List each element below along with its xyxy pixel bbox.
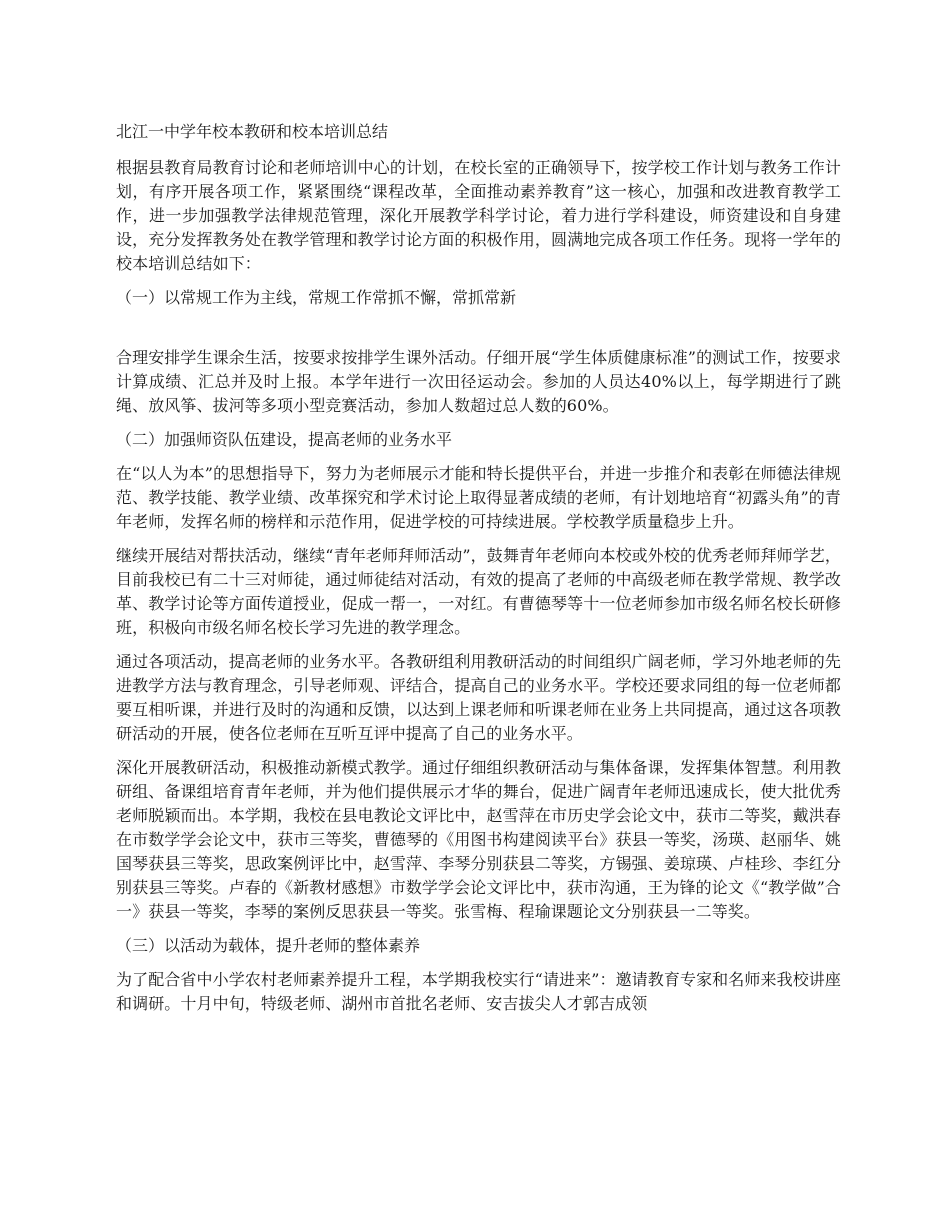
section-3-heading: （三）以活动为载体，提升老师的整体素养	[116, 936, 421, 955]
intro-paragraph: 根据县教育局教育讨论和老师培训中心的计划，在校长室的正确领导下，按学校工作计划与教务工作计划，有序开展各项工作，紧紧围绕“课程改革，全面推动素养教育”这一核心，加强和改进教育教学工作，进一步加强教学法律规范管理，深化开展教学科学讨论，着力进行学科建设，师资建设和自身建设，充分发挥教务处在教学管理和教学讨论方面的积极作用，圆满地完成各项工作任务。现将一学年的校本培训总结如下：	[116, 158, 841, 273]
section-2-paragraph-4: 深化开展教研活动，积极推动新模式教学。通过仔细组织教研活动与集体备课，发挥集体智慧。利用教研组、备课组培育青年老师，并为他们提供展示才华的舞台，促进广阔青年老师迅速成长，使大批优秀老师脱颖而出。本学期，我校在县电教论文评比中，赵雪萍在市历史学会论文中，获市二等奖，戴洪春在市数学学会论文中，获市三等奖，曹德琴的《用图书构建阅读平台》获县一等奖，汤瑛、赵丽华、姚国琴获县三等奖，思政案例评比中，赵雪萍、李琴分别获县二等奖，方锡强、姜琼瑛、卢桂珍、李红分别获县三等奖。卢春的《新教材感想》市数学学会论文评比中，获市沟通，王为锋的论文《“教学做”合一》获县一等奖，李琴的案例反思获县一等奖。张雪梅、程瑜课题论文分别获县一二等奖。	[116, 758, 841, 921]
document-page	[116, 120, 841, 1026]
blank-space	[116, 320, 841, 346]
section-1-heading: （一）以常规工作为主线，常规工作常抓不懈，常抓常新	[116, 288, 517, 307]
document-title: 北江一中学年校本教研和校本培训总结	[116, 122, 389, 141]
section-2-paragraph-2: 继续开展结对帮扶活动，继续“青年老师拜师活动”，鼓舞青年老师向本校或外校的优秀老师拜师学艺，目前我校已有二十三对师徒，通过师徒结对活动，有效的提高了老师的中高级老师在教学常规、教学改革、教学讨论等方面传道授业，促成一帮一，一对红。有曹德琴等十一位老师参加市级名师名校长研修班，积极向市级名师名校长学习先进的教学理念。	[116, 546, 841, 637]
section-2-paragraph-3: 通过各项活动，提高老师的业务水平。各教研组利用教研活动的时间组织广阔老师，学习外地老师的先进教学方法与教育理念，引导老师观、评结合，提高自己的业务水平。学校还要求同组的每一位老师都要互相听课，并进行及时的沟通和反馈，以达到上课老师和听课老师在业务上共同提高，通过这各项教研活动的开展，使各位老师在互听互评中提高了自己的业务水平。	[116, 652, 841, 743]
section-3-paragraph-1: 为了配合省中小学农村老师素养提升工程，本学期我校实行“请进来”：邀请教育专家和名师来我校讲座和调研。十月中旬，特级老师、湖州市首批名老师、安吉拔尖人才郭吉成领	[116, 970, 841, 1013]
section-1-paragraph-1: 合理安排学生课余生活，按要求按排学生课外活动。仔细开展“学生体质健康标准”的测试工作，按要求计算成绩、汇总并及时上报。本学年进行一次田径运动会。参加的人员达40%以上，每学期进行了跳绳、放风筝、拔河等多项小型竞赛活动，参加人数超过总人数的60%。	[116, 348, 841, 415]
section-2-paragraph-1: 在“以人为本”的思想指导下，努力为老师展示才能和特长提供平台，并进一步推介和表彰在师德法律规范、教学技能、教学业绩、改革探究和学术讨论上取得显著成绩的老师，有计划地培育“初露头角”的青年老师，发挥名师的榜样和示范作用，促进学校的可持续进展。学校教学质量稳步上升。	[116, 464, 841, 531]
section-2-heading: （二）加强师资队伍建设，提高老师的业务水平	[116, 430, 453, 449]
